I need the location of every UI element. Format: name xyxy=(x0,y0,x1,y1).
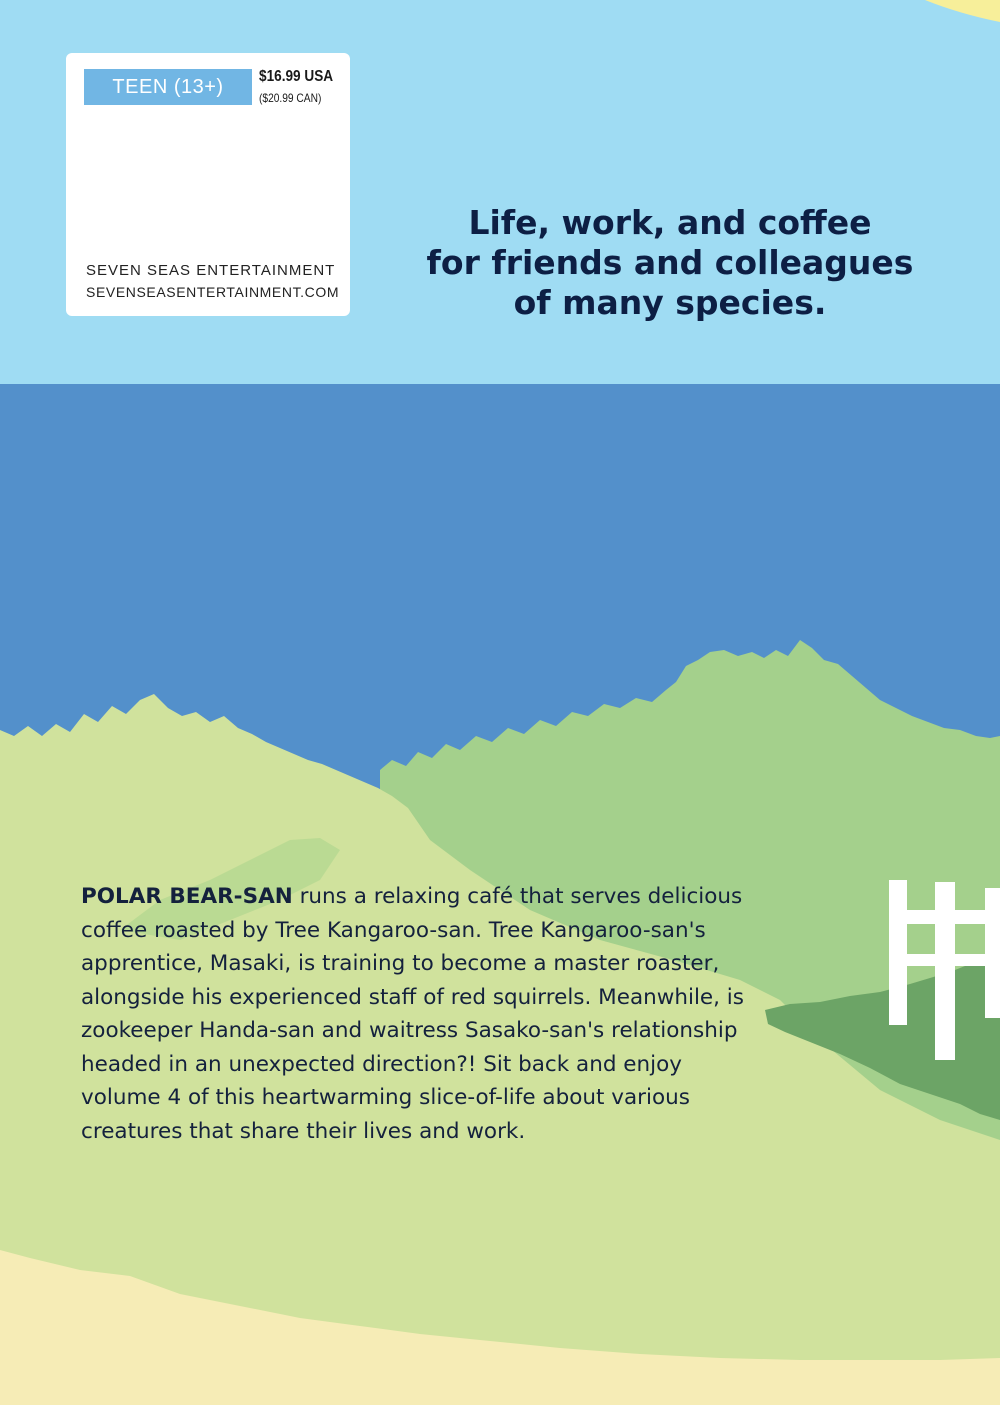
price-box xyxy=(66,53,350,316)
blurb-body: runs a relaxing café that serves delicious coffee roasted by Tree Kangaroo-san. Tree Kangaroo-san's apprentice, Masaki, is training to become a master roaster, alongside his experienced staff of red squirrels. Meanwhile, is zookeeper Handa-san and waitress Sasako-san's relationship headed in an unexpected direction?! Sit back and enjoy volume 4 of this heartwarming slice-of-life about various creatures that share their lives and work. xyxy=(81,884,744,1144)
tagline-line-1: Life, work, and coffee xyxy=(468,203,872,242)
price-can: ($20.99 CAN) xyxy=(259,91,322,105)
age-rating-badge: TEEN (13+) xyxy=(84,69,252,105)
price-usa: $16.99 USA xyxy=(259,68,334,85)
publisher-website: SEVENSEASENTERTAINMENT.COM xyxy=(86,284,340,300)
back-cover-blurb xyxy=(81,880,761,1148)
tagline xyxy=(400,203,940,323)
publisher-name: SEVEN SEAS ENTERTAINMENT xyxy=(86,262,336,279)
blurb-lead: POLAR BEAR-SAN xyxy=(81,884,293,909)
tagline-line-3: of many species. xyxy=(513,283,827,322)
tagline-line-2: for friends and colleagues xyxy=(426,243,914,282)
